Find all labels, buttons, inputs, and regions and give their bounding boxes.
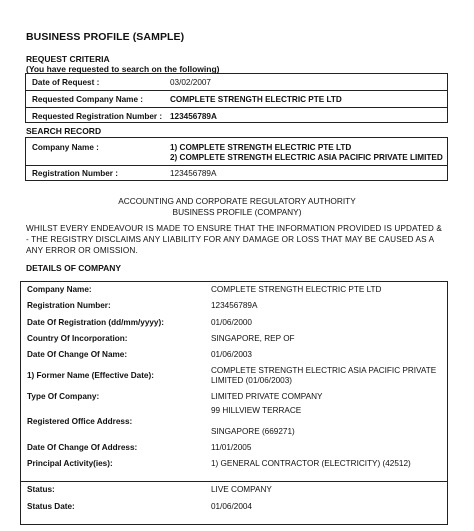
detail-office-address-value-2: SINGAPORE (669271) <box>211 427 295 436</box>
search-registration-label: Registration Number : <box>32 169 118 178</box>
request-company-label: Requested Company Name : <box>32 95 144 104</box>
detail-address-change-date-label: Date Of Change Of Address: <box>27 443 138 452</box>
request-criteria-heading: REQUEST CRITERIA <box>26 54 110 64</box>
detail-status-date-label: Status Date: <box>27 502 75 511</box>
disclaimer-line-1: WHILST EVERY ENDEAVOUR IS MADE TO ENSURE THAT THE INFORMATION PROVIDED IS UPDATED & <box>26 224 442 233</box>
request-registration-label: Requested Registration Number : <box>32 112 163 121</box>
detail-registration-value: 123456789A <box>211 301 258 310</box>
detail-former-name-label: 1) Former Name (Effective Date): <box>27 371 154 380</box>
detail-address-change-date-value: 11/01/2005 <box>211 443 252 452</box>
search-row-registration <box>26 166 447 181</box>
details-box <box>20 281 448 482</box>
detail-registration-date-label: Date Of Registration (dd/mm/yyyy): <box>27 318 164 327</box>
request-row-registration <box>26 108 447 123</box>
detail-name-change-date-label: Date Of Change Of Name: <box>27 350 128 359</box>
disclaimer-line-2: - THE REGISTRY DISCLAIMS ANY LIABILITY FOR ANY DAMAGE OR LOSS THAT MAY BE CAUSED AS A <box>26 235 435 244</box>
details-box-continued <box>20 481 448 525</box>
request-company-value: COMPLETE STRENGTH ELECTRIC PTE LTD <box>170 95 342 104</box>
detail-registration-label: Registration Number: <box>27 301 111 310</box>
page-title: BUSINESS PROFILE (SAMPLE) <box>26 31 185 43</box>
request-date-label: Date of Request : <box>32 78 100 87</box>
request-date-value: 03/02/2007 <box>170 78 211 87</box>
detail-company-name-label: Company Name: <box>27 285 92 294</box>
search-company-value-1: 1) COMPLETE STRENGTH ELECTRIC PTE LTD <box>170 143 352 152</box>
detail-status-date-value: 01/06/2004 <box>211 502 252 511</box>
request-criteria-box <box>25 73 448 123</box>
detail-status-value: LIVE COMPANY <box>211 485 272 494</box>
search-row-company <box>26 138 447 165</box>
detail-former-name-value-2: LIMITED (01/06/2003) <box>211 376 293 385</box>
detail-country-value: SINGAPORE, REP OF <box>211 334 295 343</box>
request-criteria-subheading: (You have requested to search on the following) <box>26 64 220 74</box>
detail-company-type-value: LIMITED PRIVATE COMPANY <box>211 392 323 401</box>
search-registration-value: 123456789A <box>170 169 217 178</box>
request-registration-value: 123456789A <box>170 112 217 121</box>
detail-registration-date-value: 01/06/2000 <box>211 318 252 327</box>
search-company-label: Company Name : <box>32 143 99 152</box>
detail-office-address-value: 99 HILLVIEW TERRACE <box>211 406 302 415</box>
search-record-heading: SEARCH RECORD <box>26 126 102 136</box>
authority-line-2: BUSINESS PROFILE (COMPANY) <box>172 207 302 217</box>
detail-name-change-date-value: 01/06/2003 <box>211 350 252 359</box>
search-record-box <box>25 137 448 181</box>
detail-company-name-value: COMPLETE STRENGTH ELECTRIC PTE LTD <box>211 285 382 294</box>
detail-country-label: Country Of Incorporation: <box>27 334 128 343</box>
request-row-date <box>26 74 447 90</box>
request-row-company <box>26 91 447 107</box>
detail-status-label: Status: <box>27 485 55 494</box>
detail-office-address-label: Registered Office Address: <box>27 417 133 426</box>
detail-company-type-label: Type Of Company: <box>27 392 100 401</box>
disclaimer-line-3: ANY ERROR OR OMISSION. <box>26 246 138 255</box>
detail-former-name-value: COMPLETE STRENGTH ELECTRIC ASIA PACIFIC PRIVATE <box>211 366 437 375</box>
detail-activity-label: Principal Activity(ies): <box>27 459 113 468</box>
authority-line-1: ACCOUNTING AND CORPORATE REGULATORY AUTHORITY <box>118 196 356 206</box>
search-company-value-2: 2) COMPLETE STRENGTH ELECTRIC ASIA PACIFIC PRIVATE LIMITED <box>170 153 443 162</box>
detail-activity-value: 1) GENERAL CONTRACTOR (ELECTRICITY) (42512) <box>211 459 411 468</box>
details-heading: DETAILS OF COMPANY <box>26 263 122 273</box>
